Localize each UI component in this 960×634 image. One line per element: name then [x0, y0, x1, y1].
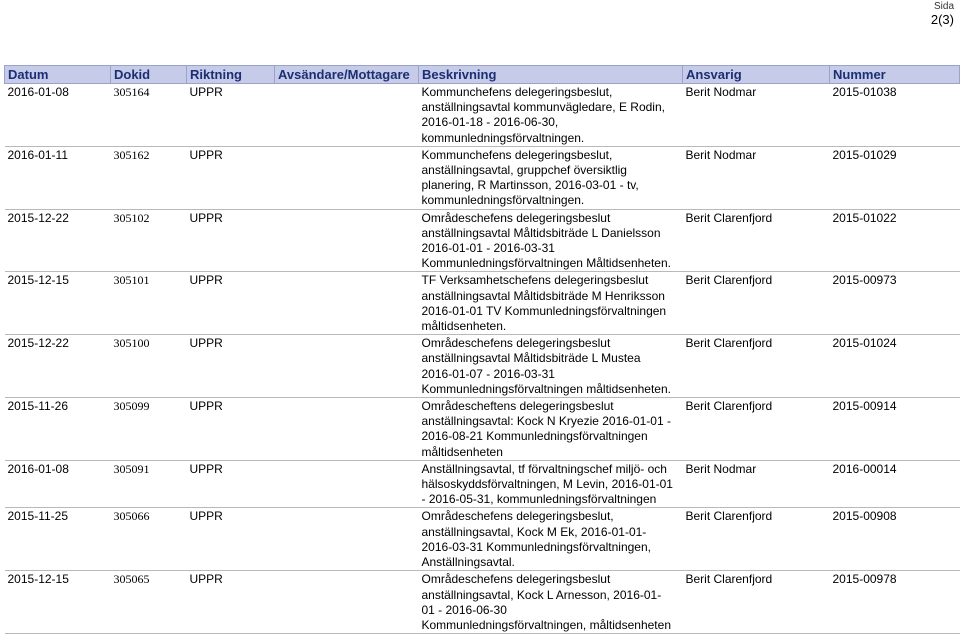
cell-datum: 2016-01-11 — [5, 146, 111, 209]
table-row — [5, 272, 960, 335]
column-header-riktning: Riktning — [187, 66, 275, 84]
table-row — [5, 146, 960, 209]
cell-beskrivning — [419, 571, 683, 634]
cell-dokid: 305099 — [111, 398, 187, 461]
description-line: planering, R Martinsson, 2016-03-01 - tv, — [421, 178, 639, 193]
cell-nummer: 2015-01038 — [830, 84, 960, 147]
column-header-beskrivning: Beskrivning — [419, 66, 683, 84]
cell-riktning: UPPR — [187, 335, 275, 398]
cell-beskrivning — [419, 84, 683, 147]
description-line: Områdescheftens delegeringsbeslut — [421, 399, 614, 414]
cell-nummer: 2015-00973 — [830, 272, 960, 335]
column-header-nummer: Nummer — [830, 66, 960, 84]
description-line: Anställningsavtal, tf förvaltningschef miljö- och — [421, 461, 667, 476]
cell-ansvarig: Berit Clarenfjord — [683, 571, 830, 634]
cell-datum: 2015-12-15 — [5, 571, 111, 634]
cell-nummer: 2015-01024 — [830, 335, 960, 398]
table-row — [5, 84, 960, 147]
description-line: 2016-08-21 Kommunledningsförvaltningen — [421, 429, 648, 444]
description-line: anställningsavtal kommunvägledare, E Rodin, — [421, 100, 665, 115]
header-row — [5, 66, 960, 84]
cell-riktning: UPPR — [187, 398, 275, 461]
cell-beskrivning — [419, 272, 683, 335]
cell-nummer: 2015-00914 — [830, 398, 960, 461]
cell-avsandare — [275, 398, 419, 461]
cell-riktning: UPPR — [187, 460, 275, 508]
cell-dokid: 305164 — [111, 84, 187, 147]
cell-avsandare — [275, 508, 419, 571]
cell-ansvarig: Berit Clarenfjord — [683, 508, 830, 571]
cell-avsandare — [275, 84, 419, 147]
table-row — [5, 508, 960, 571]
description-line: Kommunledningsförvaltningen måltidsenheten. — [421, 381, 671, 396]
description-line: anställningsavtal, Kock L Arnesson, 2016-01- — [421, 587, 662, 602]
cell-ansvarig: Berit Clarenfjord — [683, 209, 830, 272]
column-header-datum: Datum — [5, 66, 111, 84]
table-row — [5, 398, 960, 461]
description-line: Kommunchefens delegeringsbeslut, — [421, 147, 613, 162]
cell-avsandare — [275, 460, 419, 508]
description-line: Områdeschefens delegeringsbeslut — [421, 336, 611, 351]
cell-beskrivning — [419, 335, 683, 398]
table-row — [5, 460, 960, 508]
description-line: Anställningsavtal. — [421, 555, 515, 570]
table-row — [5, 571, 960, 634]
cell-ansvarig: Berit Nodmar — [683, 146, 830, 209]
column-header-dokid: Dokid — [111, 66, 187, 84]
cell-dokid: 305102 — [111, 209, 187, 272]
description-line: Kommunchefens delegeringsbeslut, — [421, 85, 613, 99]
cell-datum: 2016-01-08 — [5, 84, 111, 147]
description-line: anställningsavtal Måltidsbiträde L Danielsson — [421, 225, 661, 240]
description-line: 2016-03-31 Kommunledningsförvaltningen, — [421, 539, 651, 554]
cell-nummer: 2015-00978 — [830, 571, 960, 634]
cell-beskrivning — [419, 209, 683, 272]
description-line: Områdeschefens delegeringsbeslut — [421, 210, 611, 225]
cell-riktning: UPPR — [187, 146, 275, 209]
description-line: anställningsavtal, Kock M Ek, 2016-01-01- — [421, 524, 647, 539]
cell-riktning: UPPR — [187, 272, 275, 335]
cell-dokid: 305162 — [111, 146, 187, 209]
description-line: - 2016-05-31, kommunledningsförvaltningen — [421, 492, 657, 507]
cell-dokid: 305100 — [111, 335, 187, 398]
table-row — [5, 335, 960, 398]
cell-datum: 2015-11-25 — [5, 508, 111, 571]
page-header — [931, 0, 954, 26]
cell-riktning: UPPR — [187, 209, 275, 272]
page-label: Sida — [933, 1, 954, 12]
cell-avsandare — [275, 335, 419, 398]
cell-nummer: 2015-01022 — [830, 209, 960, 272]
cell-ansvarig: Berit Nodmar — [683, 84, 830, 147]
description-line: anställningsavtal, gruppchef översiktlig — [421, 163, 627, 178]
description-line: 2016-01-01 TV Kommunledningsförvaltningen — [421, 303, 667, 318]
cell-avsandare — [275, 146, 419, 209]
table-row — [5, 209, 960, 272]
description-line: Kommunledningsförvaltningen, måltidsenheten — [421, 617, 671, 632]
cell-dokid: 305091 — [111, 460, 187, 508]
description-line: hälsoskyddsförvaltningen, M Levin, 2016-01-01 — [421, 477, 673, 492]
cell-riktning: UPPR — [187, 508, 275, 571]
description-line: kommunledningsförvaltningen. — [421, 193, 585, 208]
cell-dokid: 305065 — [111, 571, 187, 634]
cell-dokid: 305066 — [111, 508, 187, 571]
description-line: måltidsenheten. — [421, 319, 507, 334]
cell-nummer: 2015-01029 — [830, 146, 960, 209]
cell-datum: 2016-01-08 — [5, 460, 111, 508]
cell-beskrivning — [419, 508, 683, 571]
cell-avsandare — [275, 209, 419, 272]
description-line: måltidsenheten — [421, 444, 503, 459]
description-line: TF Verksamhetschefens delegeringsbeslut — [421, 273, 649, 288]
cell-ansvarig: Berit Clarenfjord — [683, 335, 830, 398]
description-line: anställningsavtal Måltidsbiträde L Mustea — [421, 351, 641, 366]
cell-nummer: 2015-00908 — [830, 508, 960, 571]
cell-avsandare — [275, 272, 419, 335]
description-line: Områdeschefens delegeringsbeslut, — [421, 509, 614, 524]
cell-beskrivning — [419, 398, 683, 461]
description-line: 2016-01-01 - 2016-03-31 — [421, 241, 555, 256]
cell-datum: 2015-12-22 — [5, 209, 111, 272]
diary-table — [4, 65, 960, 634]
cell-datum: 2015-12-22 — [5, 335, 111, 398]
cell-avsandare — [275, 571, 419, 634]
cell-riktning: UPPR — [187, 571, 275, 634]
cell-ansvarig: Berit Clarenfjord — [683, 398, 830, 461]
description-line: kommunledningsförvaltningen. — [421, 130, 585, 145]
cell-nummer: 2016-00014 — [830, 460, 960, 508]
column-header-ansvarig: Ansvarig — [683, 66, 830, 84]
description-line: Kommunledningsförvaltningen Måltidsenheten. — [421, 256, 671, 271]
cell-beskrivning — [419, 460, 683, 508]
description-line: 2016-01-07 - 2016-03-31 — [421, 366, 555, 381]
column-header-avsandare: Avsändare/Mottagare — [275, 66, 419, 84]
cell-datum: 2015-11-26 — [5, 398, 111, 461]
description-line: 01 - 2016-06-30 — [421, 602, 507, 617]
cell-ansvarig: Berit Nodmar — [683, 460, 830, 508]
cell-riktning: UPPR — [187, 84, 275, 147]
cell-ansvarig: Berit Clarenfjord — [683, 272, 830, 335]
page-number: 2(3) — [930, 12, 954, 27]
description-line: anställningsavtal: Kock N Kryezie 2016-01-01 - — [421, 414, 671, 429]
description-line: 2016-01-18 - 2016-06-30, — [421, 115, 559, 130]
description-line: Områdeschefens delegeringsbeslut — [421, 572, 611, 587]
description-line: anställningsavtal Måltidsbiträde M Henriksson — [421, 288, 665, 303]
cell-beskrivning — [419, 146, 683, 209]
cell-dokid: 305101 — [111, 272, 187, 335]
cell-datum: 2015-12-15 — [5, 272, 111, 335]
